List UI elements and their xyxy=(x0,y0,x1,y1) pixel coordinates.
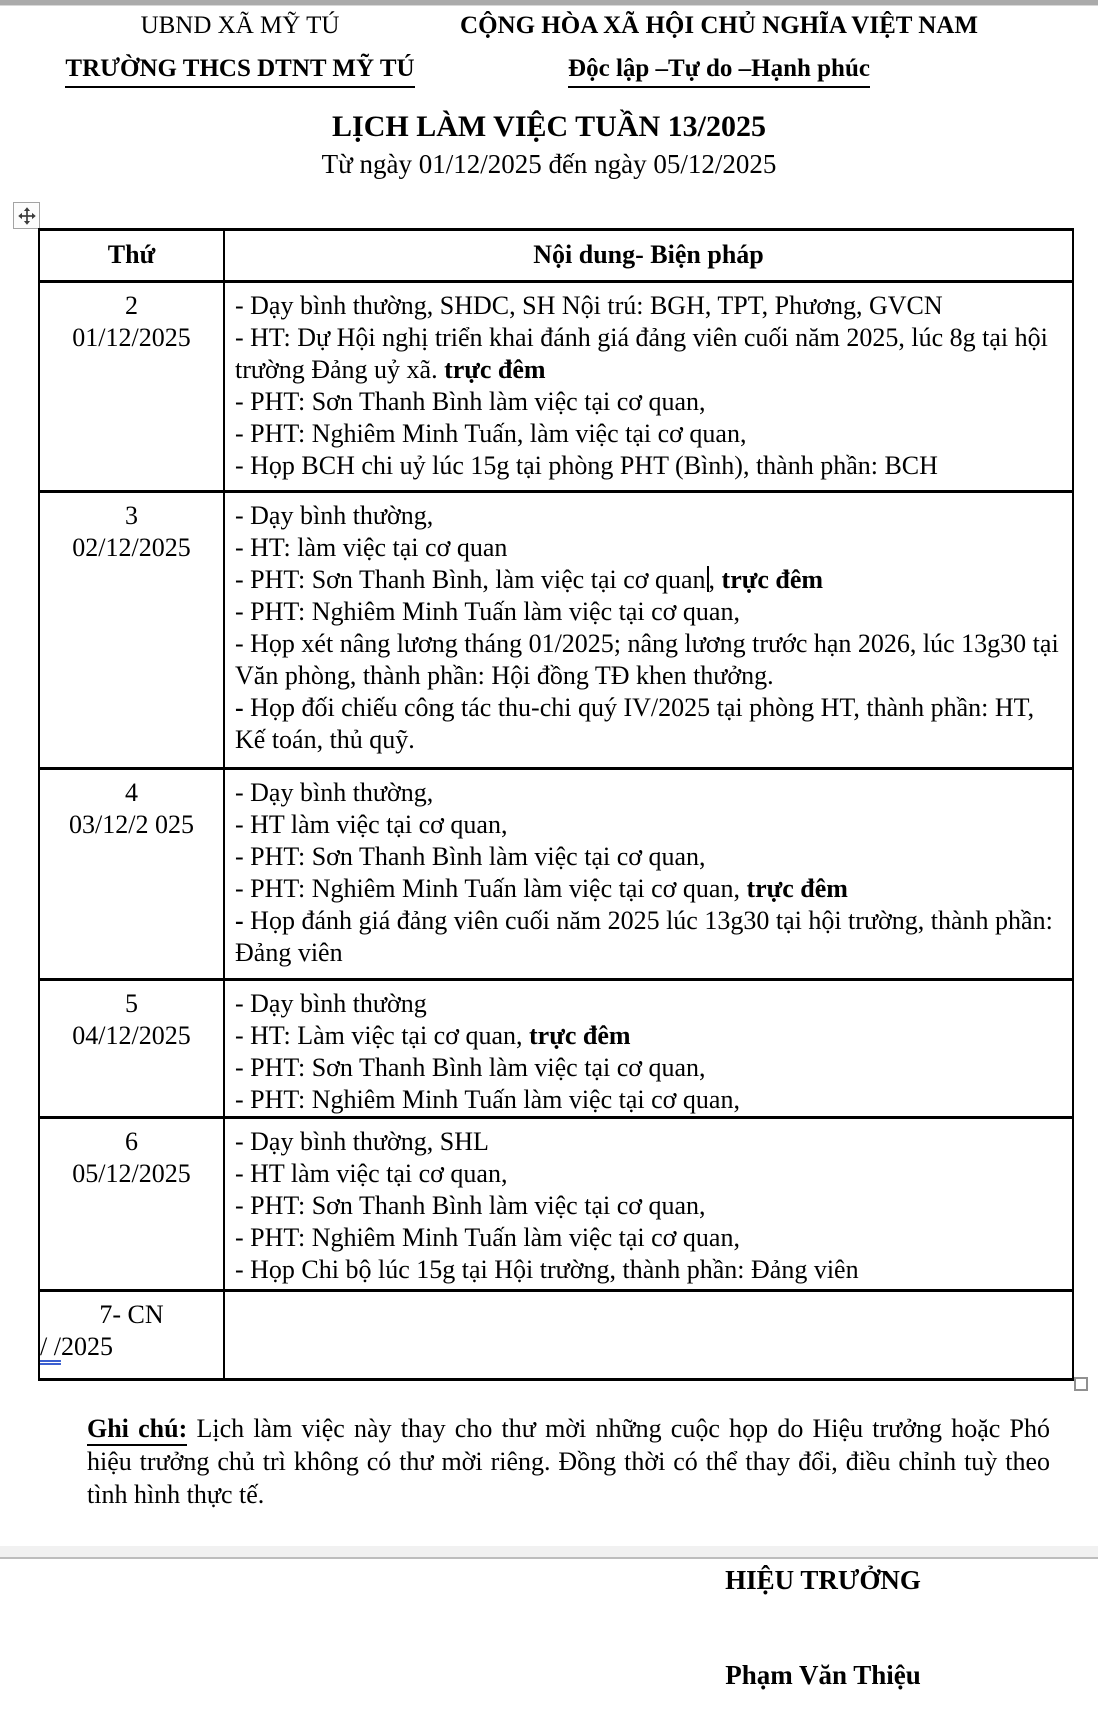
text-segment: - PHT: Sơn Thanh Bình làm việc tại cơ quan, xyxy=(235,842,706,871)
page-subtitle: Từ ngày 01/12/2025 đến ngày 05/12/2025 xyxy=(321,149,777,179)
text-segment: trực đêm xyxy=(746,874,848,903)
page-break-strip xyxy=(0,1546,1098,1559)
table-resize-handle[interactable] xyxy=(1074,1377,1088,1391)
text-segment: - HT làm việc tại cơ quan, xyxy=(235,1159,508,1188)
text-segment: - PHT: Sơn Thanh Bình làm việc tại cơ quan, xyxy=(235,1053,706,1082)
text-segment: - PHT: Sơn Thanh Bình, làm việc tại cơ quan xyxy=(235,565,706,594)
content-cell[interactable] xyxy=(224,1291,1073,1380)
text-segment: 5 xyxy=(125,989,138,1018)
schedule-item xyxy=(235,450,1062,482)
text-segment: - PHT: Nghiêm Minh Tuấn, làm việc tại cơ quan, xyxy=(235,419,747,448)
text-segment: - Họp Chi bộ lúc 15g tại Hội trường, thành phần: Đảng viên xyxy=(235,1255,859,1284)
text-segment: 2 xyxy=(125,291,138,320)
day-line xyxy=(40,1331,223,1363)
table-row xyxy=(39,282,1073,492)
text-segment: - Họp xét nâng lương tháng 01/2025; nâng lương trước hạn 2026, lúc 13g30 tại Văn phòng, thành phần: Hội đồng TĐ khen thưởng. xyxy=(235,629,1059,690)
text-segment: - Họp BCH chi uỷ lúc 15g tại phòng PHT (Bình), thành phần: BCH xyxy=(235,451,938,480)
text-segment: , xyxy=(708,565,722,594)
day-line xyxy=(40,532,223,564)
day-cell[interactable] xyxy=(39,492,224,769)
text-segment: - PHT: Nghiêm Minh Tuấn làm việc tại cơ quan, xyxy=(235,1223,740,1252)
content-cell[interactable] xyxy=(224,1118,1073,1291)
text-segment: 2025 xyxy=(60,1332,113,1361)
table-row xyxy=(39,769,1073,980)
text-segment: trực đêm xyxy=(444,355,546,384)
table-row xyxy=(39,1291,1073,1380)
schedule-item xyxy=(235,418,1062,450)
text-segment: - HT: Dự Hội nghị triển khai đánh giá đảng viên cuối năm 2025, lúc 8g tại hội trường Đảng uỷ xã. xyxy=(235,323,1048,384)
table-header-row xyxy=(39,230,1073,282)
text-segment: - xyxy=(235,693,244,722)
text-segment: - PHT: Sơn Thanh Bình làm việc tại cơ quan, xyxy=(235,387,706,416)
schedule-item xyxy=(235,841,1062,873)
table-move-handle-icon[interactable] xyxy=(13,202,40,229)
text-segment: - PHT: Nghiêm Minh Tuấn làm việc tại cơ quan, xyxy=(235,597,740,626)
schedule-item xyxy=(235,1020,1062,1052)
text-segment: - PHT: Sơn Thanh Bình làm việc tại cơ quan, xyxy=(235,1191,706,1220)
letterhead-left xyxy=(30,12,450,88)
note-label: Ghi chú: xyxy=(87,1414,187,1446)
day-line xyxy=(40,500,223,532)
text-segment: 04/12/2025 xyxy=(72,1021,191,1050)
text-segment: - Dạy bình thường, SHL xyxy=(235,1127,489,1156)
text-segment: - HT: Làm việc tại cơ quan, xyxy=(235,1021,530,1050)
letterhead-right xyxy=(445,12,993,88)
day-cell[interactable] xyxy=(39,769,224,980)
schedule-item xyxy=(235,692,1062,756)
schedule-item xyxy=(235,1158,1062,1190)
text-segment: 02/12/2025 xyxy=(72,533,191,562)
schedule-item xyxy=(235,1222,1062,1254)
text-segment: 6 xyxy=(125,1127,138,1156)
org-parent-name: UBND XÃ MỸ TÚ xyxy=(140,12,340,39)
schedule-item xyxy=(235,1190,1062,1222)
national-motto: Độc lập –Tự do –Hạnh phúc xyxy=(568,55,870,88)
text-segment: - HT làm việc tại cơ quan, xyxy=(235,810,508,839)
day-line xyxy=(40,1299,223,1331)
table-row xyxy=(39,492,1073,769)
text-segment: Họp đánh giá đảng viên cuối năm 2025 lúc 13g30 tại hội trường, thành phần: Đảng viên xyxy=(235,906,1053,967)
schedule-item xyxy=(235,777,1062,809)
day-line xyxy=(40,1020,223,1052)
schedule-item xyxy=(235,988,1062,1020)
signature-block xyxy=(548,1565,1098,1691)
schedule-item xyxy=(235,905,1062,969)
note-paragraph xyxy=(87,1412,1050,1511)
table-row xyxy=(39,980,1073,1118)
text-segment: 05/12/2025 xyxy=(72,1159,191,1188)
text-segment: Họp đối chiếu công tác thu-chi quý IV/2025 tại phòng HT, thành phần: HT, Kế toán, thủ quỹ. xyxy=(235,693,1035,754)
schedule-item xyxy=(235,1126,1062,1158)
text-segment: - Dạy bình thường, xyxy=(235,501,434,530)
schedule-item xyxy=(235,628,1062,692)
text-segment: 7- CN xyxy=(99,1300,164,1329)
page-top-edge xyxy=(0,0,1098,6)
day-line xyxy=(40,777,223,809)
text-segment: trực đêm xyxy=(529,1021,631,1050)
text-segment: - HT: làm việc tại cơ quan xyxy=(235,533,508,562)
day-line xyxy=(40,322,223,354)
schedule-item xyxy=(235,1052,1062,1084)
text-segment: - PHT: Nghiêm Minh Tuấn làm việc tại cơ quan, xyxy=(235,874,747,903)
signature-name: Phạm Văn Thiệu xyxy=(725,1660,921,1690)
note-text: Lịch làm việc này thay cho thư mời những cuộc họp do Hiệu trưởng hoặc Phó hiệu trưởng chủ trì không có thư mời riêng. Đồng thời có thể thay đổi, điều chỉnh tuỳ theo tình hình thực tế. xyxy=(87,1414,1050,1509)
schedule-item xyxy=(235,290,1062,322)
day-cell[interactable] xyxy=(39,980,224,1118)
content-cell[interactable] xyxy=(224,492,1073,769)
schedule-item xyxy=(235,322,1062,386)
column-header-day[interactable]: Thứ xyxy=(39,230,224,282)
day-line xyxy=(40,809,223,841)
text-segment: - PHT: Nghiêm Minh Tuấn làm việc tại cơ quan, xyxy=(235,1085,740,1114)
content-cell[interactable] xyxy=(224,282,1073,492)
schedule-item xyxy=(235,386,1062,418)
text-segment: 4 xyxy=(125,778,138,807)
content-cell[interactable] xyxy=(224,769,1073,980)
table-row xyxy=(39,1118,1073,1291)
text-segment: - Dạy bình thường, xyxy=(235,778,434,807)
text-segment: / / xyxy=(40,1332,61,1361)
day-line xyxy=(40,1158,223,1190)
schedule-table xyxy=(38,228,1074,1381)
schedule-table-body xyxy=(39,282,1073,1380)
schedule-item xyxy=(235,500,1062,532)
text-segment: trực đêm xyxy=(721,565,824,594)
day-line xyxy=(40,290,223,322)
content-cell[interactable] xyxy=(224,980,1073,1118)
column-header-content[interactable]: Nội dung- Biện pháp xyxy=(224,230,1073,282)
schedule-item xyxy=(235,1084,1062,1116)
page-title: LỊCH LÀM VIỆC TUẦN 13/2025 xyxy=(332,110,766,143)
schedule-item xyxy=(235,873,1062,905)
text-segment: 03/12/2 025 xyxy=(69,810,194,839)
schedule-item xyxy=(235,1254,1062,1286)
signature-role: HIỆU TRƯỞNG xyxy=(725,1565,921,1595)
day-cell[interactable] xyxy=(39,1118,224,1291)
text-segment: - Dạy bình thường, SHDC, SH Nội trú: BGH, TPT, Phương, GVCN xyxy=(235,291,943,320)
national-title: CỘNG HÒA XÃ HỘI CHỦ NGHĨA VIỆT NAM xyxy=(460,12,978,39)
schedule-item xyxy=(235,564,1062,596)
org-school-name: TRƯỜNG THCS DTNT MỸ TÚ xyxy=(65,55,414,88)
text-segment: 3 xyxy=(125,501,138,530)
day-line xyxy=(40,1126,223,1158)
text-segment: 01/12/2025 xyxy=(72,323,191,352)
day-cell[interactable] xyxy=(39,1291,224,1380)
text-segment: - Dạy bình thường xyxy=(235,989,427,1018)
day-line xyxy=(40,988,223,1020)
day-cell[interactable] xyxy=(39,282,224,492)
schedule-item xyxy=(235,596,1062,628)
text-segment: - xyxy=(235,906,244,935)
schedule-item xyxy=(235,809,1062,841)
schedule-item xyxy=(235,532,1062,564)
